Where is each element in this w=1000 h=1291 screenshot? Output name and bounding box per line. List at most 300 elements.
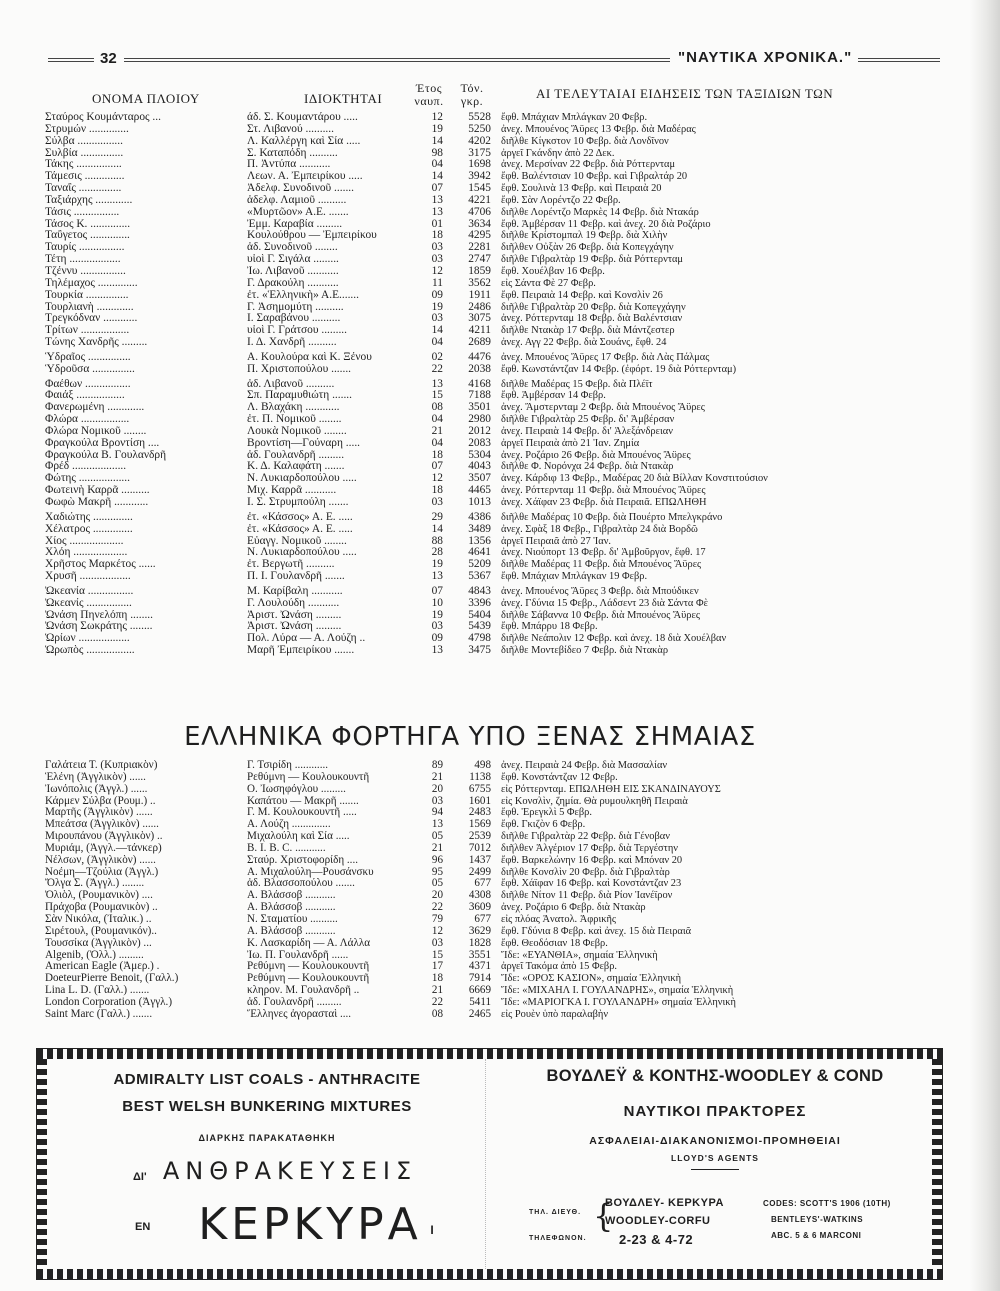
ship-tonnage: 3942 [468,171,491,183]
ship-row [45,352,895,364]
ship-owner: Λεων. Α. Ἐμπειρίκου ..... [247,171,363,183]
ship-news: εἰς Ρουὲν ὑπὸ παραλαβὴν [501,1008,609,1020]
ship-news: ἔφθ. Χάϊφαν 16 Φεβρ. καὶ Κονστάντζαν 23 [501,878,682,890]
ship-news: εἰς πλόας Ἀνατολ. Ἀφρικῆς [501,913,617,925]
ship-news: διῆλθε Νίτον 11 Φεβρ. διὰ Ρίον Ἰανέϊρον [501,890,673,902]
ship-row [45,926,895,938]
ad-tel-1: ΒΟΥΔΛΕΥ- ΚΕΡΚΥΡΑ [605,1197,724,1209]
ship-row [45,230,895,242]
ship-owner: «Μυρτῶον» Α.Ε. ....... [247,206,349,218]
ship-tonnage: 5404 [468,609,491,621]
ship-owner: ἀδ. Γουλανδρῆ ......... [247,996,342,1008]
ship-year: 13 [431,378,443,390]
ad-border-right [932,1059,942,1269]
ship-year: 12 [431,112,443,123]
ship-news: ἔφθ. Μπάχιαν Μπλάγκαν 20 Φεβρ. [501,112,648,123]
ship-name: Χέλατρος .............. [45,523,133,535]
ship-year: 05 [431,878,443,890]
ship-owner: Κ. Δ. Καλαφάτη ....... [247,461,345,473]
ship-tonnage: 1437 [468,854,491,866]
ship-year: 13 [431,206,443,218]
ship-row [45,843,895,855]
ship-name: Ὠνάση Πηνελόπη ........ [45,609,153,621]
ship-tonnage: 1569 [468,819,491,831]
ad-agent-title: ΒΟΥΔΛΕΫ & ΚΟΝΤΗΣ-WOODLEY & COND [546,1067,884,1085]
ship-year: 01 [431,218,443,230]
ship-name: Φωφὼ Μακρῆ ............ [45,497,149,508]
ship-owner: Ν. Λυκιαρδοπούλου ..... [247,547,357,559]
ship-tonnage: 3551 [468,949,491,961]
ship-year: 22 [431,363,443,375]
ship-name: Φαιάξ ................. [45,390,125,402]
ship-name: Χρυσῆ .................. [45,571,131,583]
ship-name: Φλώρα ................. [45,414,130,426]
ship-row [45,112,895,124]
ship-year: 18 [431,485,443,497]
ship-row [45,559,895,571]
section-title-foreign-flags: ΕΛΛΗΝΙΚΑ ΦΟΡΤΗΓΑ ΥΠΟ ΞΕΝΑΣ ΣΗΜΑΙΑΣ [184,722,756,752]
ship-row [45,950,895,962]
ship-name: Χλόη ................... [45,547,128,559]
ship-news: εἰς Ρόττερνταμ. ΕΠΩΛΗΘΗ ΕΙΣ ΣΚΑΝΔΙΝΑΥΟΥΣ [501,783,721,795]
ship-name: Νοέμη—Τζούλια (Ἀγγλ.) [45,866,159,878]
ship-year: 07 [431,183,443,195]
brace-icon: { [593,1197,614,1235]
ship-owner: Γ. Τσιρίδη ............ [247,760,329,771]
ship-row [45,598,895,610]
ship-year: 04 [431,414,443,426]
ship-row [45,621,895,633]
ship-news: ἔφθ. Μπάχιαν Μπλάγκαν 19 Φεβρ. [501,571,648,583]
ship-name: Saint Marc (Γαλλ.) ....... [45,1008,153,1020]
ship-name: Ταναΐς ............... [45,183,122,195]
ship-row [45,461,895,473]
ship-tonnage: 2483 [468,807,491,819]
ship-news: διῆλθε Μαδέρας 10 Φεβρ. διὰ Πουέρτο Μπελγκράνο [501,511,723,523]
ship-tonnage: 2539 [468,831,491,843]
ship-year: 96 [431,854,443,866]
ship-year: 94 [431,807,443,819]
ship-tonnage: 2689 [468,337,491,349]
ship-row [45,819,895,831]
ship-row [45,219,895,231]
ship-name: Τάκης ................ [45,159,122,171]
ship-row [45,547,895,559]
ship-tonnage: 4371 [468,961,491,973]
ship-year: 02 [431,351,443,363]
ship-year: 04 [431,437,443,449]
ship-name: Φανερωμένη ............. [45,402,145,414]
ship-row [45,183,895,195]
ship-name: Ἑλένη (Ἀγγλικὸν) ...... [45,771,146,783]
ship-row [45,633,895,645]
ship-tonnage: 2486 [468,301,491,313]
ship-row [45,450,895,462]
ship-owner: ἀδ. Λιβανοῦ .......... [247,378,335,390]
ship-owner: Ἕλληνες ἀγορασταὶ .... [247,1008,352,1020]
ship-name: Μυριάμ, (Ἀγγλ.—τάνκερ) [45,842,162,854]
ship-owner: Ἀριστ. Ὠνάση ......... [247,609,342,621]
ship-news: ἀνεχ. Μερσίναν 22 Φεβρ. διὰ Ρόττερνταμ [501,159,676,171]
ship-year: 15 [431,390,443,402]
ship-tonnage: 3075 [468,313,491,325]
ship-tonnage: 4168 [468,378,491,390]
ship-owner: ἐτ. «Ἑλληνικὴ» Α.Ε....... [247,289,359,301]
ad-border-top [37,1049,942,1059]
ship-owner: Π. Ἀντύπα ........... [247,159,331,171]
ship-owner: Σταύρ. Χριστοφορίδη .... [247,854,358,866]
ship-row [45,485,895,497]
ship-tonnage: 4641 [468,547,491,559]
ship-tonnage: 7012 [468,842,491,854]
ship-year: 04 [431,159,443,171]
ship-year: 28 [431,547,443,559]
ship-owner: Γ. Ἀσημομύτη .......... [247,301,344,313]
ship-name: Τηλέμαχος .............. [45,277,138,289]
ship-owner: Λ. Βλαχάκη ............ [247,402,340,414]
ship-row [45,438,895,450]
ship-row [45,902,895,914]
ship-tonnage: 2499 [468,866,491,878]
ship-row [45,536,895,548]
ship-tonnage: 4706 [468,206,491,218]
ship-owner: ἀδ. Συνοδινοῦ ........ [247,242,338,254]
ship-row [45,195,895,207]
ship-news: διῆλθε Λορέντζο Μαρκὲς 14 Φεβρ. διὰ Ντακάρ [501,206,699,218]
ship-row [45,610,895,622]
ship-owner: Γ. Δρακούλη ........... [247,277,339,289]
ship-name: Μιρουπάνου (Ἀγγλικὸν) .. [45,831,163,843]
ship-row [45,796,895,808]
ship-year: 18 [431,230,443,242]
ship-tonnage: 6755 [468,783,491,795]
ship-owner: Βροντίση—Γούναρη ..... [247,437,361,449]
ship-row [45,171,895,183]
ad-coal-city: ΚΕΡΚΥΡΑ [198,1199,422,1250]
ship-row [45,402,895,414]
ship-owner: Σπ. Παραμυθιώτη ....... [247,390,353,402]
ad-coal-line2: BEST WELSH BUNKERING MIXTURES [122,1098,412,1115]
ship-owner: Ἰω. Π. Γουλανδρῆ ...... [247,949,349,961]
ship-name: Φαέθων ................ [45,378,131,390]
ship-year: 12 [431,265,443,277]
ship-row [45,586,895,598]
ship-name: Φωτεινὴ Καρρᾶ .......... [45,485,150,497]
ship-year: 20 [431,783,443,795]
ship-row [45,497,895,509]
ad-codes-2: BENTLEYS'-WATKINS [771,1215,864,1224]
ship-tonnage: 2465 [468,1008,491,1020]
ship-year: 08 [431,1008,443,1020]
ship-name: American Eagle (Ἀμερ.) . [45,961,160,973]
ship-owner: υἱοὶ Γ. Σιγάλα ......... [247,254,339,266]
ship-owner: Ρεθύμνη — Κουλουκουντῆ [247,973,370,985]
ship-year: 19 [431,609,443,621]
ship-news: Ἴδε: «ΟΡΟΣ ΚΑΣΙΟΝ», σημαία Ἑλληνικὴ [501,973,682,985]
ship-news: Ἴδε: «ΜΑΡΙΟΓΚΑ Ι. ΓΟΥΛΑΝΔΡΗ» σημαία Ἑλληνικὴ [501,996,736,1008]
ship-year: 19 [431,559,443,571]
ship-name: Τρεγκόδναν ............ [45,313,138,325]
ad-codes-1: CODES: SCOTT'S 1906 (10TH) [763,1199,891,1208]
ship-news: διῆλθε Γιβραλτὰρ 19 Φεβρ. διὰ Ρόττερνταμ [501,254,684,266]
ship-name: Ἰωνόπολις (Ἀγγλ.) ...... [45,783,148,795]
ship-row [45,831,895,843]
ship-row [45,302,895,314]
ship-year: 03 [431,497,443,508]
ship-news: ἀνεχ. Γδύνια 15 Φεβρ., Λάδσεντ 23 διὰ Σάντα Φὲ [501,597,708,609]
ship-row [45,914,895,926]
greek-ships-list [45,112,895,657]
ship-tonnage: 3501 [468,402,491,414]
ship-news: ἔφθ. Γδύνια 8 Φεβρ. καὶ ἀνεχ. 15 διὰ Πειραιᾶ [501,925,692,937]
ship-year: 88 [431,535,443,547]
ship-news: διῆλθε Σάβαννα 10 Φεβρ. διὰ Μπουένος Ἄϋρες [501,609,700,621]
ship-tonnage: 2747 [468,254,491,266]
ad-agent-line4: LLOYD'S AGENTS [671,1153,759,1163]
ship-name: Τάμεσις .............. [45,171,125,183]
ship-tonnage: 6669 [468,985,491,997]
ship-name: Φώτης .................. [45,473,130,485]
ship-tonnage: 4308 [468,890,491,902]
journal-name: "ΝΑΥΤΙΚΑ ΧΡΟΝΙΚΑ." [678,49,853,66]
ship-owner: Ο. Ἰωσηφόγλου ......... [247,783,346,795]
column-header-year: Έτος ναυπ. [414,81,444,108]
ship-tonnage: 4202 [468,135,491,147]
ship-news: ἔφθ. Σουλινὰ 13 Φεβρ. καὶ Πειραιὰ 20 [501,183,662,195]
ship-owner: Ἀδελφ. Συνοδινοῦ ....... [247,183,354,195]
ship-owner: Ρεθύμνη — Κουλουκουντῆ [247,771,370,783]
ship-tonnage: 2083 [468,437,491,449]
ad-coal-line4: ΑΝΘΡΑΚΕΥΣΕΙΣ [162,1157,418,1185]
ship-tonnage: 4211 [468,325,491,337]
ad-coal-line3: ΔΙΑΡΚΗΣ ΠΑΡΑΚΑΤΑΘΗΚΗ [198,1133,336,1143]
ship-tonnage: 3475 [468,645,491,657]
ship-name: Σὰν Νικόλα, (Ἰταλικ.) .. [45,913,152,925]
ship-tonnage: 3507 [468,473,491,485]
ship-year: 18 [431,973,443,985]
ship-name: Ὠκεανία ................ [45,585,134,597]
ship-row [45,772,895,784]
ship-news: ἔφθ. Σὰν Λορέντζο 22 Φεβρ. [501,194,621,206]
ship-name: Τζέννυ ................ [45,265,126,277]
ship-tonnage: 1698 [468,159,491,171]
ship-year: 29 [431,511,443,523]
ship-row [45,473,895,485]
ship-owner: ἀδ. Βλασσοπούλου ....... [247,878,355,890]
ad-divider [485,1059,486,1269]
ship-name: Τώνης Χανδρῆς ......... [45,337,148,349]
ship-year: 98 [431,147,443,159]
ship-name: Ὀλιὸλ, (Ρουμανικὸν) .... [45,890,153,902]
ship-name: Algenib, (Ὀλλ.) ......... [45,949,144,961]
ship-tonnage: 4465 [468,485,491,497]
ship-name: DoeteurPierre Benoit, (Γαλλ.) [45,973,179,985]
header-rule-left [48,58,94,62]
ship-row [45,973,895,985]
ship-news: Ἴδε: «ΕΥΑΝΘΙΑ», σημαία Ἑλληνικὴ [501,949,658,961]
ship-name: Μπεάτσα (Ἀγγλικὸν) ...... [45,819,159,831]
ship-name: Ταυρίς ................ [45,242,125,254]
ship-name: Lina L. D. (Γαλλ.) ....... [45,985,150,997]
ship-row [45,512,895,524]
ship-tonnage: 2980 [468,414,491,426]
ship-tonnage: 677 [474,913,491,925]
ad-border-bottom [37,1269,942,1279]
ship-tonnage: 3634 [468,218,491,230]
ship-name: Τουρκία ............... [45,289,129,301]
ship-tonnage: 1601 [468,795,491,807]
ship-row [45,159,895,171]
ship-owner: Στ. Λιβανού .......... [247,123,334,135]
ship-owner: Ἀριστ. Ὠνάση ......... [247,621,342,633]
ship-owner: Ι. Σαραβάνου .......... [247,313,341,325]
ship-news: ἔφθ. Βαλέντσιαν 10 Φεβρ. καὶ Γιβραλτάρ 20 [501,171,688,183]
page-number: 32 [100,50,117,67]
ship-name: Σύλβα ................ [45,135,123,147]
ship-owner: Α. Κουλούρα καὶ Κ. Ξένου [247,351,372,363]
ship-news: ἀνεχ. Μπουένος Ἄϋρες 13 Φεβρ. διὰ Μαδέρας [501,123,696,135]
running-header [48,44,940,74]
ship-year: 18 [431,449,443,461]
ship-news: ἀργεῖ Πειραιὰ ἀπὸ 21 Ἰαν. Ζημία [501,437,640,449]
ship-row [45,207,895,219]
ship-row [45,254,895,266]
ship-name: Ὡρίων .................. [45,633,130,645]
ship-tonnage: 4798 [468,633,491,645]
ship-year: 19 [431,301,443,313]
ship-news: ἔφθ. Θεοδόσιαν 18 Φεβρ. [501,937,608,949]
ship-row [45,760,895,772]
ship-year: 13 [431,194,443,206]
ship-news: διῆλθε Μοντεβίδεο 7 Φεβρ. διὰ Ντακὰρ [501,645,669,657]
ship-owner: άδ. Σ. Κουμαντάρου ..... [247,112,358,123]
ship-row [45,867,895,879]
ship-owner: ἀδελφ. Λαμιοῦ .......... [247,194,347,206]
ship-owner: Α. Βλάσσοβ ........... [247,902,336,914]
ship-news: ἀνεχ. Σφὰξ 18 Φεβρ., Γιβραλτὰρ 24 διὰ Βορδῶ [501,523,698,535]
ship-row [45,148,895,160]
ad-coal-prefix2: ΕΝ [135,1221,151,1233]
ship-owner: Λ. Καλλέργη καὶ Σία ..... [247,135,361,147]
ship-name: Μαρτῆς (Ἀγγλικὸν) ...... [45,807,153,819]
ship-tonnage: 1859 [468,265,491,277]
ship-news: διῆλθε Γιβραλτὰρ 25 Φεβρ. δι' Ἀμβέρσαν [501,414,675,426]
ship-year: 10 [431,597,443,609]
ship-tonnage: 4476 [468,351,491,363]
ship-year: 14 [431,135,443,147]
ship-owner: Γ. Μ. Κουλουκουντῆ ..... [247,807,357,819]
ship-owner: Μιχαλούλη καὶ Σία ..... [247,831,350,843]
ship-name: Κάρμεν Σύλβα (Ρουμ.) .. [45,795,156,807]
ship-row [45,855,895,867]
ship-year: 03 [431,795,443,807]
ship-tonnage: 3489 [468,523,491,535]
ship-year: 14 [431,325,443,337]
ship-name: Τέτη .................. [45,254,121,266]
ship-name: Τρίτων ................. [45,325,130,337]
ship-tonnage: 1545 [468,183,491,195]
ship-row [45,938,895,950]
ship-owner: ἐτ. Βεργωτῆ .......... [247,559,335,571]
ship-row [45,136,895,148]
ship-news: ἀνεχ. Μπουένος Ἄϋρες 3 Φεβρ. διὰ Μπούδικεν [501,585,699,597]
ship-owner: Ι. Δ. Χανδρῆ .......... [247,337,337,349]
ship-news: ἀνεχ. Ροζάριο 26 Φεβρ. διὰ Μπουένος Ἄϋρες [501,449,691,461]
ship-name: Ὡρωπὸς ................. [45,645,135,657]
ship-owner: Α. Βλάσσοβ ........... [247,890,336,902]
ship-name: Φραγκούλα Βροντίση .... [45,437,160,449]
ship-owner: Μιχ. Καρρᾶ ........... [247,485,337,497]
header-rule-middle [124,58,670,62]
column-header-owners: ΙΔΙΟΚΤΗΤΑΙ [304,91,383,106]
column-header-news: ΑΙ ΤΕΛΕΥΤΑΙΑΙ ΕΙΔΗΣΕΙΣ ΤΩΝ ΤΑΞΙΔΙΩΝ ΤΩΝ [536,86,834,101]
ship-news: ἔφθ. Ἀμβέρσαν 11 Φεβρ. καὶ ἀνεχ. 20 διὰ Ροζάριο [501,218,711,230]
ship-news: ἀνεχ. Νιούπορτ 13 Φεβρ. δι' Ἀμβοῦργον, ἔφθ. 17 [501,547,706,559]
ship-news: διῆλθεν Ἀλγέριον 17 Φεβρ. διὰ Τεργέστην [501,842,678,854]
ship-year: 04 [431,337,443,349]
ship-name: Νέλσων, (Ἀγγλικὸν) ...... [45,854,156,866]
column-header-name: ΟΝΟΜΑ ΠΛΟΙΟΥ [92,91,200,106]
ship-row [45,645,895,657]
ad-agent-rule [691,1169,739,1170]
ship-tonnage: 498 [474,760,491,771]
ship-owner: Κουλούθρου — Ἐμπειρίκου [247,230,377,242]
ship-owner: Β. Ι. Β. C. ........... [247,842,326,854]
ship-row [45,890,895,902]
ship-year: 15 [431,949,443,961]
ad-border-left [37,1059,47,1269]
ship-year: 20 [431,890,443,902]
ship-owner: ἐτ. «Κάσσος» Α. Ε. ..... [247,523,353,535]
ad-phone-label: ΤΗΛΕΦΩΝΟΝ. [529,1235,587,1242]
ship-owner: Ρεθύμνη — Κουλουκουντῆ [247,961,370,973]
ship-tonnage: 5209 [468,559,491,571]
ship-name: Φλώρα Νομικοῦ ........ [45,425,147,437]
ship-name: Σταύρος Κουμάνταρος ... [45,112,161,123]
ship-tonnage: 1828 [468,937,491,949]
ship-news: ἔφθ. Βαρκελώνην 16 Φεβρ. καὶ Μπόναν 20 [501,854,683,866]
ship-name: Τάσος Κ. .............. [45,218,131,230]
ship-owner: Ν. Λυκιαρδοπούλου ..... [247,473,357,485]
ship-news: ἀνεχ. Πειραιὰ 24 Φεβρ. διὰ Μασσαλίαν [501,760,668,771]
ship-tonnage: 5250 [468,123,491,135]
ship-owner: Π. Χριστοπούλου ....... [247,363,352,375]
ship-news: διῆλθε Κίγκστον 10 Φεβρ. διὰ Λονδῖνον [501,135,669,147]
ship-year: 03 [431,242,443,254]
ship-tonnage: 3396 [468,597,491,609]
ship-tonnage: 1013 [468,497,491,508]
ship-row [45,390,895,402]
ship-row [45,1009,895,1021]
ad-tel-label: ΤΗΛ. ΔΙΕΥΘ. [529,1209,582,1216]
ship-tonnage: 7914 [468,973,491,985]
ship-news: ἀνεχ. Ροζάριο 6 Φεβρ. διὰ Ντακὰρ [501,902,646,914]
ship-row [45,337,895,349]
ship-name: Χαδιώτης .............. [45,511,133,523]
ship-year: 17 [431,961,443,973]
ship-year: 12 [431,473,443,485]
ship-name: Γαλάτεια Τ. (Κυπριακὸν) [45,760,158,771]
ship-owner: υἱοὶ Γ. Γράτσου ......... [247,325,347,337]
ship-name: Ὠνάση Σωκράτης ........ [45,621,153,633]
ship-tonnage: 1356 [468,535,491,547]
ship-name: London Corporation (Ἀγγλ.) [45,996,173,1008]
ship-year: 13 [431,645,443,657]
ship-name: Στρυμών .............. [45,123,129,135]
ship-name: Φρέδ ................... [45,461,127,473]
ship-owner: Α. Βλάσσοβ ........... [247,925,336,937]
ship-owner: Γ. Λουλούδη ........... [247,597,340,609]
